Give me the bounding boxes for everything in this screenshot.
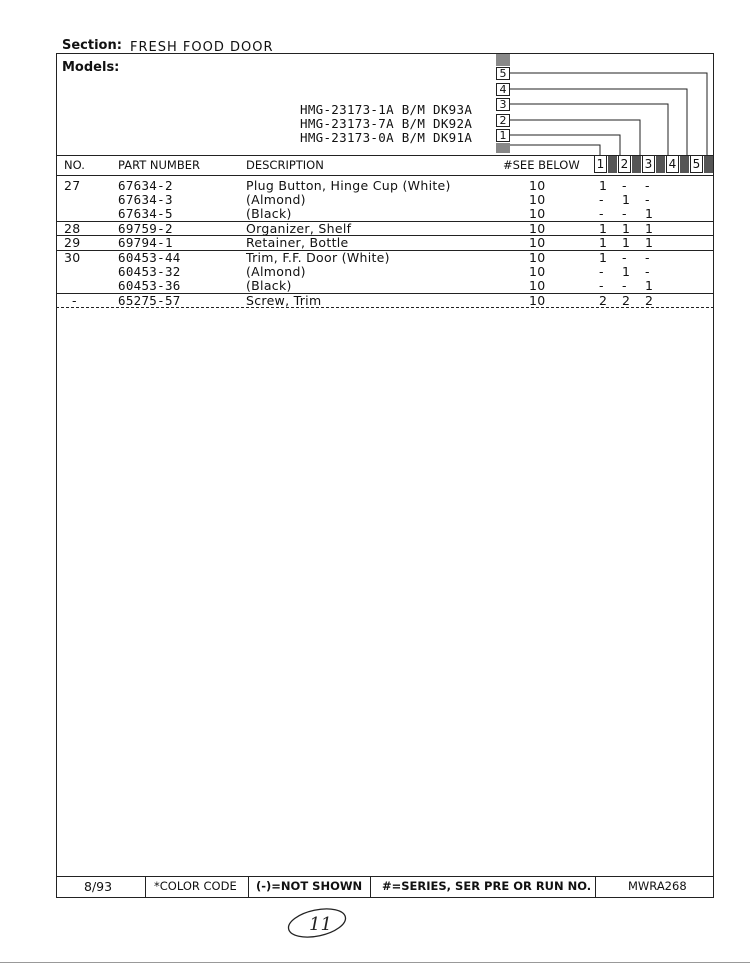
row-part-number: 60453-32 — [118, 264, 181, 279]
row-no: 27 — [64, 178, 81, 193]
footer-divider — [595, 876, 596, 898]
header-see-below: #SEE BELOW — [503, 158, 580, 172]
row-part-number: 60453-36 — [118, 278, 181, 293]
column-shade — [632, 155, 641, 173]
row-qty-2: 1 — [622, 235, 631, 250]
row-qty-3: - — [645, 264, 650, 279]
row-qty-3: 1 — [645, 206, 654, 221]
row-description: Retainer, Bottle — [246, 235, 349, 250]
column-box-1: 1 — [594, 155, 607, 173]
index-box-3: 3 — [496, 98, 510, 111]
model-line-3: HMG-23173-0A B/M DK91A — [300, 130, 473, 145]
row-qty-1: 2 — [599, 293, 608, 308]
footer-divider — [248, 876, 249, 898]
footer-series-note: #=SERIES, SER PRE OR RUN NO. — [382, 879, 592, 893]
model-line-1: HMG-23173-1A B/M DK93A — [300, 102, 473, 117]
row-description: Trim, F.F. Door (White) — [246, 250, 390, 265]
row-see-below: 10 — [529, 235, 546, 250]
column-box-3: 3 — [642, 155, 655, 173]
index-box-1: 1 — [496, 129, 510, 142]
row-no: - — [72, 293, 77, 308]
row-qty-3: 1 — [645, 278, 654, 293]
handwritten-page-number — [284, 902, 354, 947]
row-qty-1: - — [599, 192, 604, 207]
row-qty-2: - — [622, 206, 627, 221]
column-shade — [608, 155, 617, 173]
row-qty-1: 1 — [599, 221, 608, 236]
row-description: Plug Button, Hinge Cup (White) — [246, 178, 451, 193]
row-qty-3: - — [645, 178, 650, 193]
page-number-text: 11 — [309, 914, 332, 935]
row-qty-3: - — [645, 192, 650, 207]
row-qty-2: 1 — [622, 221, 631, 236]
row-see-below: 10 — [529, 221, 546, 236]
footer-date: 8/93 — [84, 879, 113, 894]
row-description: (Almond) — [246, 264, 306, 279]
row-see-below: 10 — [529, 206, 546, 221]
index-connector-lines — [0, 0, 750, 170]
footer-not-shown: (-)=NOT SHOWN — [256, 879, 363, 893]
column-box-4: 4 — [666, 155, 679, 173]
row-part-number: 65275-57 — [118, 293, 181, 308]
row-qty-2: - — [622, 278, 627, 293]
row-qty-1: 1 — [599, 250, 608, 265]
header-top-rule — [56, 155, 714, 156]
row-part-number: 67634-5 — [118, 206, 173, 221]
row-part-number: 67634-3 — [118, 192, 173, 207]
row-no: 29 — [64, 235, 81, 250]
row-part-number: 69794-1 — [118, 235, 173, 250]
row-see-below: 10 — [529, 178, 546, 193]
footer-document-id: MWRA268 — [628, 879, 687, 893]
footer-divider — [145, 876, 146, 898]
footer-color-code: *COLOR CODE — [154, 879, 237, 893]
index-box-2: 2 — [496, 114, 510, 127]
row-qty-2: - — [622, 178, 627, 193]
row-part-number: 67634-2 — [118, 178, 173, 193]
index-box-4: 4 — [496, 83, 510, 96]
row-no: 30 — [64, 250, 81, 265]
group-rule — [56, 307, 714, 308]
row-no: 28 — [64, 221, 81, 236]
section-label: Section: — [62, 38, 122, 53]
row-see-below: 10 — [529, 278, 546, 293]
row-part-number: 60453-44 — [118, 250, 181, 265]
row-part-number: 69759-2 — [118, 221, 173, 236]
header-part-number: PART NUMBER — [118, 158, 200, 172]
row-see-below: 10 — [529, 192, 546, 207]
row-qty-3: 1 — [645, 221, 654, 236]
row-qty-3: 2 — [645, 293, 654, 308]
column-box-5: 5 — [690, 155, 703, 173]
row-qty-2: 1 — [622, 192, 631, 207]
row-description: (Black) — [246, 206, 292, 221]
header-bottom-rule — [56, 175, 714, 176]
section-value: FRESH FOOD DOOR — [130, 40, 274, 55]
row-qty-1: - — [599, 264, 604, 279]
row-qty-3: - — [645, 250, 650, 265]
column-box-2: 2 — [618, 155, 631, 173]
row-qty-2: 2 — [622, 293, 631, 308]
row-qty-2: 1 — [622, 264, 631, 279]
header-description: DESCRIPTION — [246, 158, 324, 172]
column-shade — [680, 155, 689, 173]
column-shade — [656, 155, 665, 173]
row-qty-1: - — [599, 278, 604, 293]
row-description: Organizer, Shelf — [246, 221, 352, 236]
row-qty-1: 1 — [599, 178, 608, 193]
column-shade — [704, 155, 713, 173]
models-label: Models: — [62, 60, 120, 75]
row-see-below: 10 — [529, 250, 546, 265]
row-description: Screw, Trim — [246, 293, 322, 308]
row-see-below: 10 — [529, 293, 546, 308]
row-description: (Black) — [246, 278, 292, 293]
row-qty-3: 1 — [645, 235, 654, 250]
row-description: (Almond) — [246, 192, 306, 207]
scan-edge-line — [0, 962, 750, 963]
index-box-5: 5 — [496, 67, 510, 80]
row-qty-1: 1 — [599, 235, 608, 250]
row-qty-2: - — [622, 250, 627, 265]
header-no: NO. — [64, 158, 85, 172]
footer-divider — [370, 876, 371, 898]
row-qty-1: - — [599, 206, 604, 221]
model-line-2: HMG-23173-7A B/M DK92A — [300, 116, 473, 131]
row-see-below: 10 — [529, 264, 546, 279]
